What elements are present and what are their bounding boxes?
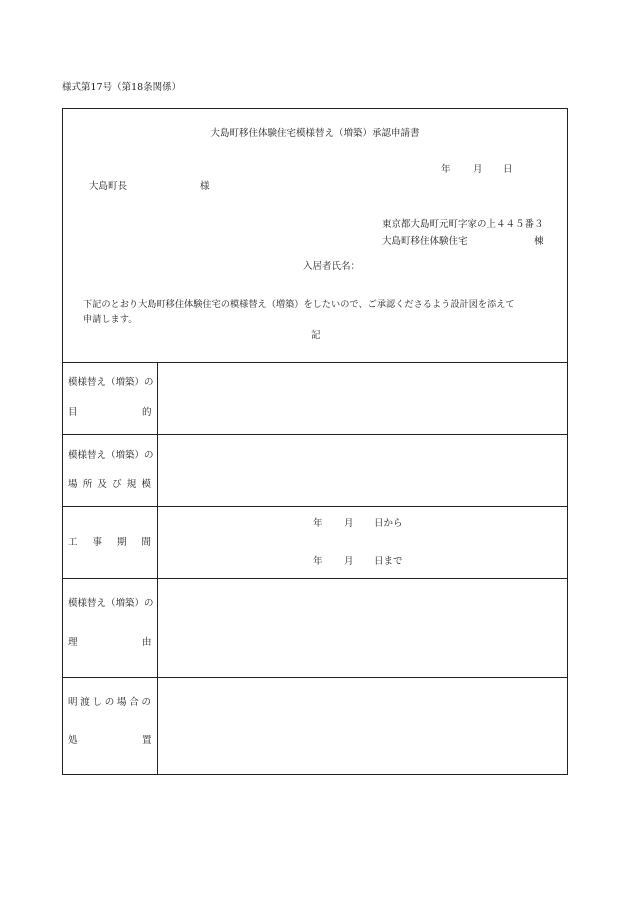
period-end-year: 年 xyxy=(313,556,323,567)
location-label-line-2: 場所及び規模 xyxy=(68,479,151,490)
addressee-honorific: 様 xyxy=(200,181,210,192)
column-divider xyxy=(157,362,158,775)
ki-marker: 記 xyxy=(311,330,321,341)
location-label-line-1: 模様替え（増築）の xyxy=(68,450,154,461)
body-text-line-2: 申請します。 xyxy=(83,314,138,325)
form-title: 大島町移住体験住宅模様替え（増築）承認申請書 xyxy=(210,128,420,139)
date-year-label: 年 xyxy=(441,164,451,175)
divider-row-1 xyxy=(62,434,568,435)
date-day-label: 日 xyxy=(503,164,513,175)
period-start-day: 日から xyxy=(374,518,403,529)
addressee-name: 大島町長 xyxy=(89,181,128,192)
form-frame xyxy=(62,108,568,775)
date-month-label: 月 xyxy=(473,164,483,175)
period-end-month: 月 xyxy=(344,556,354,567)
divider-row-4 xyxy=(62,677,568,678)
divider-header xyxy=(62,362,568,363)
divider-row-2 xyxy=(62,506,568,507)
handover-label-char-1: 処 xyxy=(68,735,78,746)
reason-label-line-1: 模様替え（増築）の xyxy=(68,598,154,609)
period-label: 工事期間 xyxy=(68,537,151,548)
body-text-line-1: 下記のとおり大島町移住体験住宅の模様替え（増築）をしたいので、ご承認くださるよう設計図を添えて xyxy=(83,299,515,310)
divider-row-3 xyxy=(62,578,568,579)
handover-label-char-2: 置 xyxy=(142,735,152,746)
building-suffix: 棟 xyxy=(534,236,544,247)
period-start-year: 年 xyxy=(313,518,323,529)
address-line-2: 大島町移住体験住宅 xyxy=(382,236,468,247)
period-start-month: 月 xyxy=(344,518,354,529)
reason-label-char-1: 理 xyxy=(68,637,78,648)
handover-label-line-1: 明渡しの場合の xyxy=(68,697,151,708)
address-line-1: 東京都大島町元町字家の上４４５番３ xyxy=(382,219,544,230)
period-end-day: 日まで xyxy=(374,556,403,567)
form-reference: 様式第17号（第18条関係） xyxy=(62,82,182,93)
reason-label-char-2: 由 xyxy=(142,637,152,648)
purpose-label-char-1: 目 xyxy=(68,407,78,418)
purpose-label-line-1: 模様替え（増築）の xyxy=(68,377,154,388)
purpose-label-char-2: 的 xyxy=(142,407,152,418)
resident-name-label: 入居者氏名： xyxy=(303,261,361,272)
